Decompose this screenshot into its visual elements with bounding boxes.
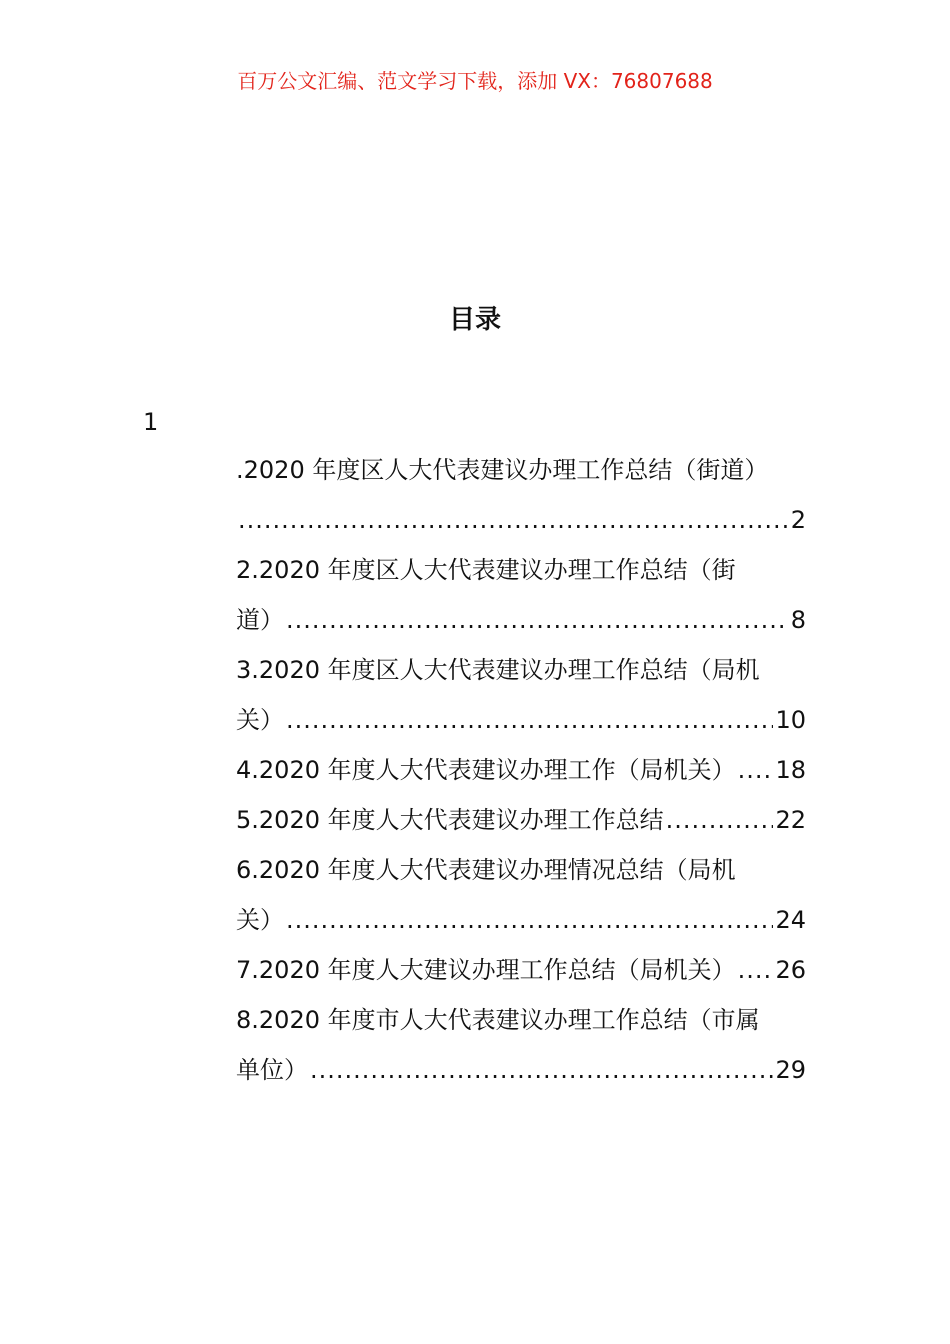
toc-entry-3-title[interactable] [236, 645, 806, 695]
toc-entry-text[interactable]: 道） [236, 606, 284, 634]
toc-entry-text[interactable]: 2.2020 年度区人大代表建议办理工作总结（街 [236, 556, 736, 584]
dot-leader [286, 695, 773, 745]
toc-page-number[interactable]: 22 [775, 806, 806, 834]
list-marker: 1 [143, 408, 159, 436]
toc-page-number[interactable]: 18 [775, 756, 806, 784]
dot-leader [738, 745, 774, 795]
toc-entry-text[interactable]: .2020 年度区人大代表建议办理工作总结（街道） [236, 456, 769, 484]
toc-entry-text[interactable]: 8.2020 年度市人大代表建议办理工作总结（市属 [236, 1006, 760, 1034]
toc-entry-8-leader[interactable] [236, 1045, 806, 1095]
toc-entry-2-leader[interactable] [236, 595, 806, 645]
toc-entry-text[interactable]: 单位） [236, 1056, 308, 1084]
toc-entry-8-title[interactable] [236, 995, 806, 1045]
toc-entry-text[interactable]: 关） [236, 706, 284, 734]
toc-entry-1-title[interactable] [236, 445, 806, 495]
dot-leader [286, 895, 773, 945]
toc-page-number[interactable]: 24 [775, 906, 806, 934]
toc-entry-5[interactable] [236, 795, 806, 845]
toc-entry-6-title[interactable] [236, 845, 806, 895]
toc-page-number[interactable]: 2 [790, 506, 806, 534]
toc-entry-text[interactable]: 4.2020 年度人大代表建议办理工作（局机关） [236, 756, 736, 784]
toc-page-number[interactable]: 10 [775, 706, 806, 734]
toc-entry-4[interactable] [236, 745, 806, 795]
toc-entry-text[interactable]: 5.2020 年度人大代表建议办理工作总结 [236, 806, 664, 834]
toc-entry-text[interactable]: 6.2020 年度人大代表建议办理情况总结（局机 [236, 856, 736, 884]
watermark-header: 百万公文汇编、范文学习下载，添加 VX：76807688 [237, 69, 713, 93]
toc-entry-7[interactable] [236, 945, 806, 995]
toc-entry-6-leader[interactable] [236, 895, 806, 945]
dot-leader [310, 1045, 773, 1095]
dot-leader [666, 795, 774, 845]
page-title: 目录 [448, 305, 501, 335]
toc-page-number[interactable]: 29 [775, 1056, 806, 1084]
dot-leader [238, 495, 789, 545]
toc-entry-text[interactable]: 3.2020 年度区人大代表建议办理工作总结（局机 [236, 656, 760, 684]
toc-entry-3-leader[interactable] [236, 695, 806, 745]
toc-page-number[interactable]: 8 [790, 606, 806, 634]
toc-entry-text[interactable]: 关） [236, 906, 284, 934]
toc-page-number[interactable]: 26 [775, 956, 806, 984]
toc-entry-1-leader[interactable] [236, 495, 806, 545]
toc-entry-text[interactable]: 7.2020 年度人大建议办理工作总结（局机关） [236, 956, 736, 984]
toc-entry-2-title[interactable] [236, 545, 806, 595]
table-of-contents [236, 445, 806, 1095]
dot-leader [738, 945, 774, 995]
dot-leader [286, 595, 789, 645]
